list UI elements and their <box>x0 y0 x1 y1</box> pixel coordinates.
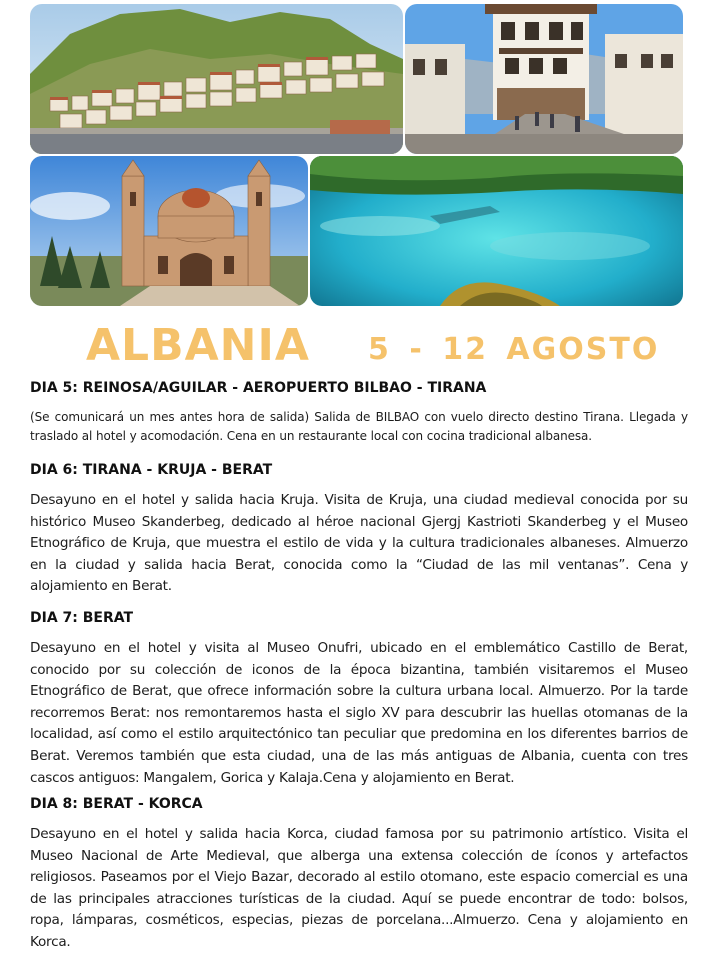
photo-old-bazaar-street <box>405 4 683 154</box>
day-description: Desayuno en el hotel y visita al Museo Onufri, ubicado en el emblemático Castillo de Berat, conocido por su colección de iconos de la época bizantina, también visitaremos el Museo Etnográfico de Berat, que ofrece información sobre la cultura urbana local. Almuerzo. Por la tarde recorremos Berat: nos remontaremos hasta el siglo XV para descubrir las huellas otomanas de la localidad, así como el estilo arquitectónico tan peculiar que predomina en los diferentes barrios de Berat. Veremos también que esta ciudad, una de las más antiguas de Albania, cuenta con tres cascos antiguos: Mangalem, Gorica y Kalaja.Cena y alojamiento en Berat. <box>30 640 688 786</box>
day-heading: DIA 7: BERAT <box>30 610 134 626</box>
photo-blue-eye-spring <box>310 156 683 306</box>
photo-cathedral <box>30 156 308 306</box>
day-description: (Se comunicará un mes antes hora de salida) Salida de BILBAO con vuelo directo destino Tirana. Llegada y traslado al hotel y acomodación. Cena en un restaurante local con cocina tradicional albanesa. <box>30 410 688 443</box>
day-heading: DIA 5: REINOSA/AGUILAR - AEROPUERTO BILBAO - TIRANA <box>30 380 487 396</box>
photo-berat-hillside <box>30 4 403 154</box>
day-heading: DIA 6: TIRANA - KRUJA - BERAT <box>30 462 273 478</box>
page-title: ALBANIA <box>86 320 310 371</box>
day-description: Desayuno en el hotel y salida hacia Kruja. Visita de Kruja, una ciudad medieval conocida por su histórico Museo Skanderbeg, dedicado al héroe nacional Gjergj Kastrioti Skanderbeg y el Museo Etnográfico de Kruja, que muestra el estilo de vida y la cultura tradicionales albaneses. Almuerzo en la ciudad y salida hacia Berat, conocida como la “Ciudad de las mil ventanas”. Cena y alojamiento en Berat. <box>30 492 688 595</box>
day-heading: DIA 8: BERAT - KORCA <box>30 796 203 812</box>
title-row <box>0 318 720 374</box>
trip-dates: 5 - 12 AGOSTO <box>368 332 660 367</box>
day-description: Desayuno en el hotel y salida hacia Korca, ciudad famosa por su patrimonio artístico. Visita el Museo Nacional de Arte Medieval, que alberga una extensa colección de íconos y artefactos religiosos. Paseamos por el Viejo Bazar, decorado al estilo otomano, este espacio comercial es una de las principales atracciones turísticas de la ciudad. Aquí se puede encontrar de todo: bolsos, ropa, lámparas, cosméticos, especias, piezas de porcelana...Almuerzo. Cena y alojamiento en Korca. <box>30 826 688 950</box>
